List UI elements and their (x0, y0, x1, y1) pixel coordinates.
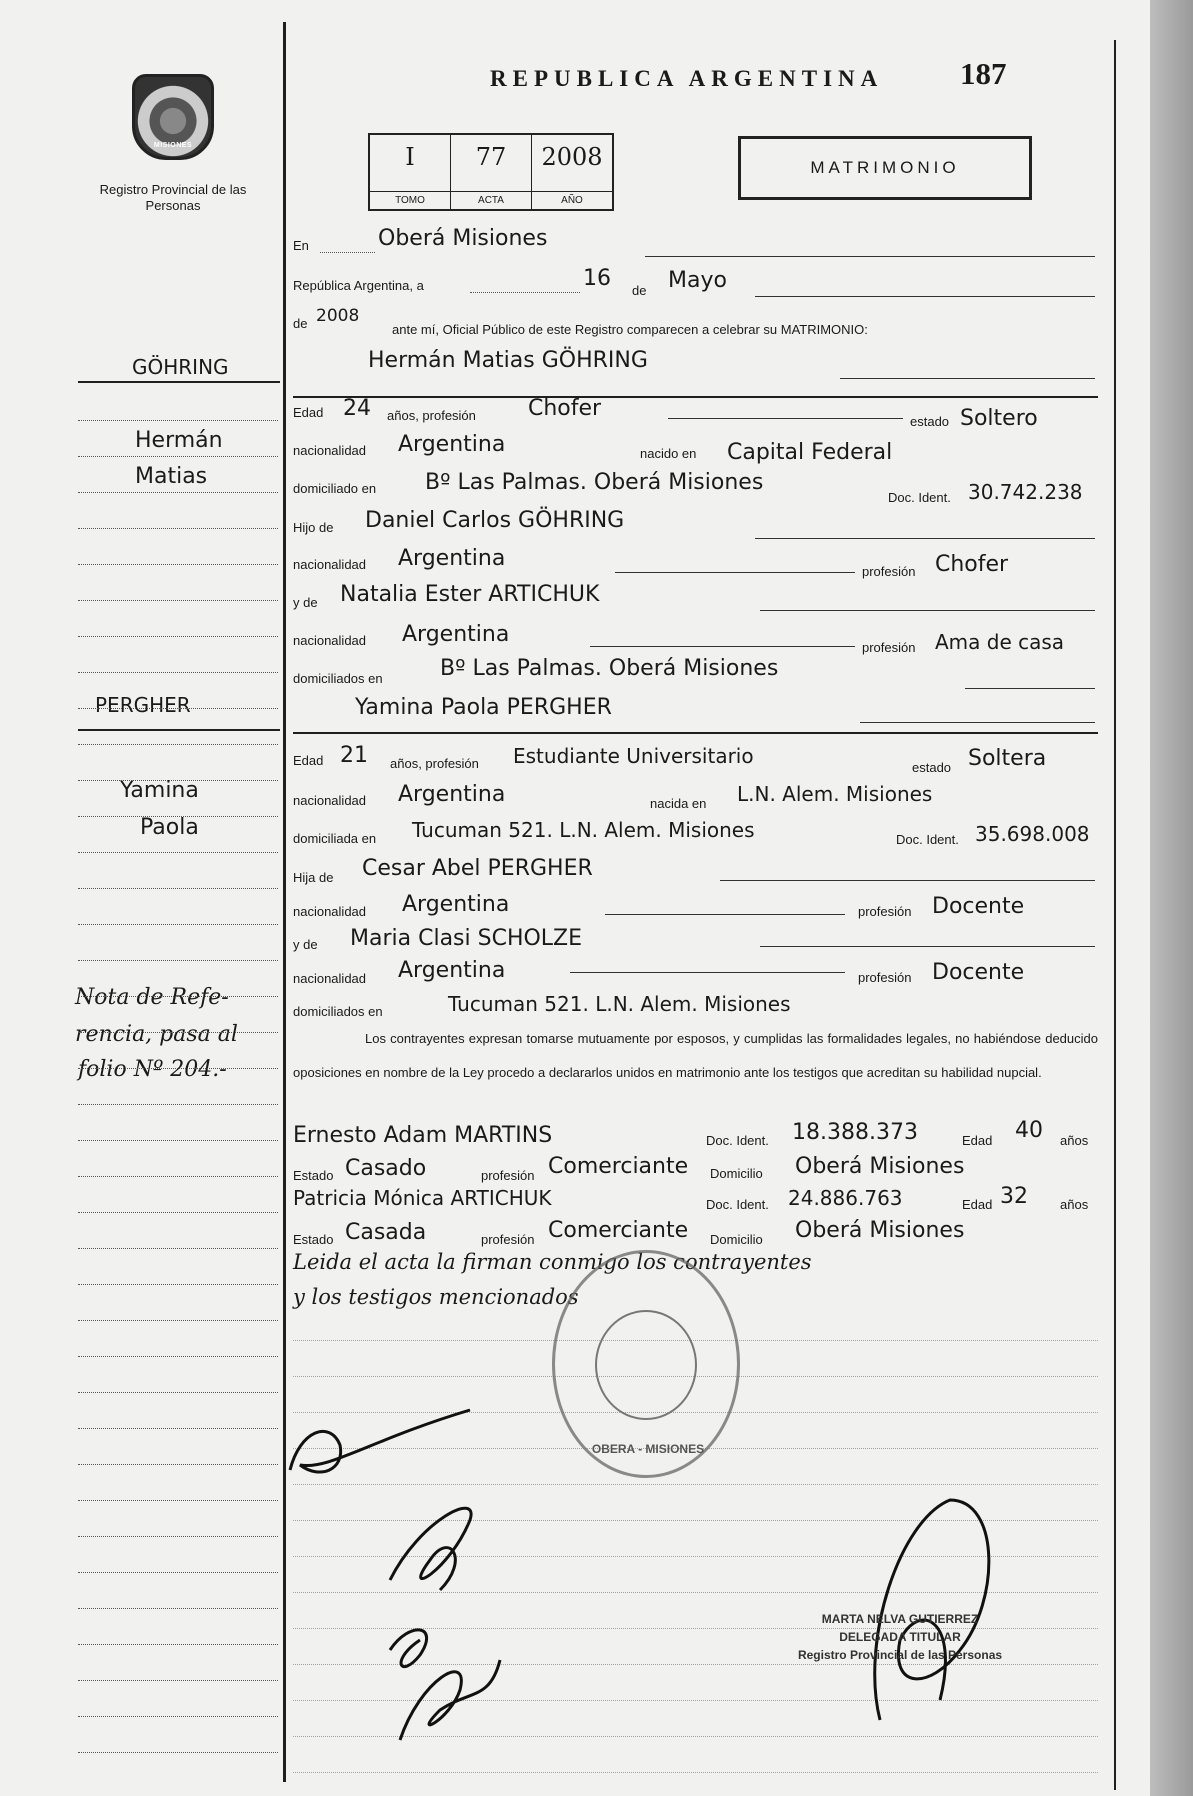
margin-note-line-2: rencia, pasa al (75, 1022, 238, 1047)
bride-given-1: Yamina (120, 778, 199, 803)
margin-rule-line (78, 1644, 278, 1645)
place-value: Oberá Misiones (378, 226, 548, 251)
bride-given-2: Paola (140, 815, 199, 840)
country-title: REPUBLICA ARGENTINA (490, 66, 884, 91)
officer-registry: Registro Provincial de las Personas (797, 1648, 1003, 1662)
bride-surname-margin: PERGHER (95, 693, 191, 717)
label-w-edad: Edad (962, 1197, 993, 1212)
label-profesion: profesión (862, 640, 916, 655)
margin-rule-line (78, 924, 278, 925)
margin-rule-line (78, 888, 278, 889)
closing-handwritten-1: Leida el acta la firman conmigo los contrayentes (293, 1250, 812, 1274)
month-value: Mayo (668, 268, 727, 293)
label-w-edad: Edad (962, 1133, 993, 1148)
label-nacionalidad: nacionalidad (293, 633, 367, 648)
groom-born: Capital Federal (727, 440, 893, 465)
label-doc-ident: Doc. Ident. (896, 832, 959, 847)
closing-paragraph: Los contrayentes expresan tomarse mutuamente por esposos, y cumplidas las formalidades legales, no habiéndose deducido oposiciones en nombre de la Ley procedo a declararlos unidos en matrimonio ante los testigos que acreditan su habilidad nupcial. (293, 1031, 1098, 1080)
rule (78, 729, 280, 731)
groom-father: Daniel Carlos GÖHRING (365, 508, 625, 533)
label-nacido-en: nacido en (640, 446, 697, 461)
officer-block (790, 1610, 1010, 1664)
label-w-domicilio: Domicilio (710, 1232, 763, 1247)
bride-father-nationality: Argentina (402, 892, 510, 917)
margin-rule-line (78, 1500, 278, 1501)
groom-mother-profession: Ama de casa (935, 630, 1065, 654)
rule (605, 914, 845, 915)
margin-rule-line (78, 852, 278, 853)
margin-rule-line (78, 1680, 278, 1681)
officer-title: DELEGADA TITULAR (839, 1630, 961, 1644)
label-y-de: y de (293, 937, 318, 952)
groom-nationality: Argentina (398, 432, 506, 457)
label-nacionalidad: nacionalidad (293, 557, 367, 572)
bride-age: 21 (340, 743, 368, 768)
margin-rule-line (78, 1572, 278, 1573)
label-edad: Edad (293, 753, 324, 768)
margin-rule-line (78, 492, 278, 493)
bride-address: Tucuman 521. L.N. Alem. Misiones (412, 818, 755, 842)
page-edge (1150, 0, 1193, 1796)
margin-rule-line (78, 1104, 278, 1105)
groom-mother-nationality: Argentina (402, 622, 510, 647)
bride-nationality: Argentina (398, 782, 506, 807)
label-w-domicilio: Domicilio (710, 1166, 763, 1181)
label-w-profesion: profesión (481, 1232, 535, 1247)
margin-rule-line (78, 1464, 278, 1465)
label-nacionalidad: nacionalidad (293, 971, 367, 986)
body-rule-line (293, 1736, 1098, 1737)
label-de: de (632, 283, 647, 298)
body-rule-line (293, 1484, 1098, 1485)
rule (645, 256, 1095, 257)
label-nacionalidad: nacionalidad (293, 904, 367, 919)
groom-given-2: Matias (135, 464, 208, 489)
rule (320, 252, 375, 253)
bride-mother-profession: Docente (932, 960, 1025, 985)
ano-label: AÑO (532, 191, 612, 209)
margin-rule-line (78, 960, 278, 961)
body-rule-line (293, 1592, 1098, 1593)
seal-text: MISIONES (153, 142, 193, 149)
rule (78, 381, 280, 383)
label-y-de: y de (293, 595, 318, 610)
witness-2-profession: Comerciante (548, 1218, 689, 1243)
body-rule-line (293, 1664, 1098, 1665)
body-rule-line (293, 1772, 1098, 1773)
day-value: 16 (583, 266, 611, 291)
margin-rule-line (78, 420, 278, 421)
label-en: En (293, 238, 309, 253)
margin-rule-line (78, 1392, 278, 1393)
rule (470, 292, 580, 293)
label-w-estado: Estado (293, 1232, 334, 1247)
margin-rule-line (78, 564, 278, 565)
acta-value: 77 (475, 143, 507, 171)
label-domiciliados-en: domiciliados en (293, 1004, 383, 1019)
label-anos-profesion: años, profesión (387, 408, 476, 423)
bride-parents-address: Tucuman 521. L.N. Alem. Misiones (448, 992, 791, 1016)
label-anos-profesion: años, profesión (390, 756, 479, 771)
bride-status: Soltera (968, 746, 1047, 771)
witness-1-status: Casado (345, 1156, 427, 1181)
bride-mother-nationality: Argentina (398, 958, 506, 983)
tomo-value: I (405, 143, 415, 171)
label-hijo-de: Hijo de (293, 520, 334, 535)
margin-rule-line (78, 636, 278, 637)
margin-note-line-3: folio Nº 204.- (78, 1057, 227, 1082)
label-nacionalidad: nacionalidad (293, 443, 367, 458)
witness-2-age: 32 (1000, 1184, 1028, 1209)
margin-rule-line (78, 456, 278, 457)
margin-rule (283, 22, 286, 1782)
groom-full-name: Hermán Matias GÖHRING (368, 348, 648, 373)
groom-father-profession: Chofer (935, 552, 1009, 577)
bride-profession: Estudiante Universitario (513, 744, 754, 768)
stamp-text: OBERA - MISIONES (591, 1442, 705, 1456)
margin-rule-line (78, 744, 278, 745)
margin-rule-line (78, 1356, 278, 1357)
rule (570, 972, 845, 973)
groom-address: Bº Las Palmas. Oberá Misiones (425, 470, 764, 495)
margin-rule-line (78, 996, 278, 997)
witness-1-profession: Comerciante (548, 1154, 689, 1179)
folio-number: 187 (960, 56, 1007, 91)
margin-rule-line (78, 1284, 278, 1285)
margin-rule-line (78, 672, 278, 673)
margin-rule-line (78, 528, 278, 529)
margin-rule-line (78, 1320, 278, 1321)
body-rule-line (293, 1700, 1098, 1701)
label-w-profesion: profesión (481, 1168, 535, 1183)
registry-name: Registro Provincial de las Personas (99, 182, 247, 213)
bride-mother: Maria Clasi SCHOLZE (350, 926, 583, 951)
groom-profession: Chofer (528, 396, 602, 421)
margin-rule-line (78, 1212, 278, 1213)
label-edad: Edad (293, 405, 324, 420)
bride-doc: 35.698.008 (975, 822, 1090, 846)
label-w-anos: años (1060, 1133, 1089, 1148)
margin-note-line-1: Nota de Refe- (75, 985, 229, 1010)
witness-1-name: Ernesto Adam MARTINS (293, 1123, 553, 1148)
margin-rule-line (78, 780, 278, 781)
label-doc-ident: Doc. Ident. (888, 490, 951, 505)
label-domiciliada-en: domiciliada en (293, 831, 377, 846)
witness-1-age: 40 (1015, 1118, 1043, 1143)
label-profesion: profesión (862, 564, 916, 579)
witness-2-address: Oberá Misiones (795, 1218, 965, 1243)
bride-born: L.N. Alem. Misiones (737, 782, 933, 806)
rule (860, 722, 1095, 723)
label-domiciliado-en: domiciliado en (293, 481, 377, 496)
bride-full-name: Yamina Paola PERGHER (355, 695, 612, 720)
label-estado: estado (912, 760, 952, 775)
margin-rule-line (78, 708, 278, 709)
rule (615, 572, 855, 573)
groom-age: 24 (343, 396, 371, 421)
label-republica: República Argentina, a (293, 278, 424, 293)
rule (755, 296, 1095, 297)
right-rule (1114, 40, 1116, 1790)
rule (720, 880, 1095, 881)
label-w-estado: Estado (293, 1168, 334, 1183)
label-estado: estado (910, 414, 950, 429)
rule (293, 732, 1098, 734)
label-doc-ident: Doc. Ident. (706, 1133, 769, 1148)
witness-1-address: Oberá Misiones (795, 1154, 965, 1179)
bride-father-profession: Docente (932, 894, 1025, 919)
rule (755, 538, 1095, 539)
stamp-emblem (595, 1310, 697, 1420)
witness-1-doc: 18.388.373 (792, 1120, 918, 1145)
margin-rule-line (78, 1176, 278, 1177)
groom-doc: 30.742.238 (968, 480, 1083, 504)
rule (668, 418, 903, 419)
margin-rule-line (78, 1752, 278, 1753)
body-rule-line (293, 1520, 1098, 1521)
margin-rule-line (78, 1068, 278, 1069)
label-w-anos: años (1060, 1197, 1089, 1212)
margin-rule-line (78, 1248, 278, 1249)
record-box (368, 133, 614, 211)
groom-status: Soltero (960, 406, 1038, 431)
groom-surname-margin: GÖHRING (132, 355, 229, 379)
label-doc-ident: Doc. Ident. (706, 1197, 769, 1212)
margin-rule-line (78, 1140, 278, 1141)
bride-father: Cesar Abel PERGHER (362, 856, 593, 881)
label-nacida-en: nacida en (650, 796, 707, 811)
rule (760, 946, 1095, 947)
rule (840, 378, 1095, 379)
acta-label: ACTA (451, 191, 531, 209)
groom-mother: Natalia Ester ARTICHUK (340, 582, 600, 607)
label-profesion: profesión (858, 970, 912, 985)
rule (590, 646, 855, 647)
rule (760, 610, 1095, 611)
margin-rule-line (78, 816, 278, 817)
margin-rule-line (78, 600, 278, 601)
rule (965, 688, 1095, 689)
margin-rule-line (78, 1716, 278, 1717)
margin-rule-line (78, 1608, 278, 1609)
label-profesion: profesión (858, 904, 912, 919)
rule (293, 396, 1098, 398)
margin-rule-line (78, 1428, 278, 1429)
margin-rule-line (78, 1032, 278, 1033)
groom-father-nationality: Argentina (398, 546, 506, 571)
ano-value: 2008 (541, 143, 603, 171)
groom-given-1: Hermán (135, 428, 223, 453)
tomo-label: TOMO (370, 191, 450, 209)
label-year-de: de (293, 316, 308, 331)
witness-2-name: Patricia Mónica ARTICHUK (293, 1186, 552, 1210)
groom-parents-address: Bº Las Palmas. Oberá Misiones (440, 656, 779, 681)
label-nacionalidad: nacionalidad (293, 793, 367, 808)
label-hija-de: Hija de (293, 870, 334, 885)
label-domiciliados-en: domiciliados en (293, 671, 383, 686)
body-rule-line (293, 1556, 1098, 1557)
closing-handwritten-2: y los testigos mencionados (293, 1285, 579, 1309)
year-value: 2008 (316, 306, 360, 326)
witness-2-doc: 24.886.763 (788, 1186, 903, 1210)
intro-text: ante mí, Oficial Público de este Registro comparecen a celebrar su MATRIMONIO: (392, 322, 868, 337)
document-type: MATRIMONIO (738, 136, 1032, 200)
officer-name: MARTA NELVA GUTIERREZ (821, 1612, 979, 1626)
margin-rule-line (78, 1536, 278, 1537)
witness-2-status: Casada (345, 1220, 427, 1245)
